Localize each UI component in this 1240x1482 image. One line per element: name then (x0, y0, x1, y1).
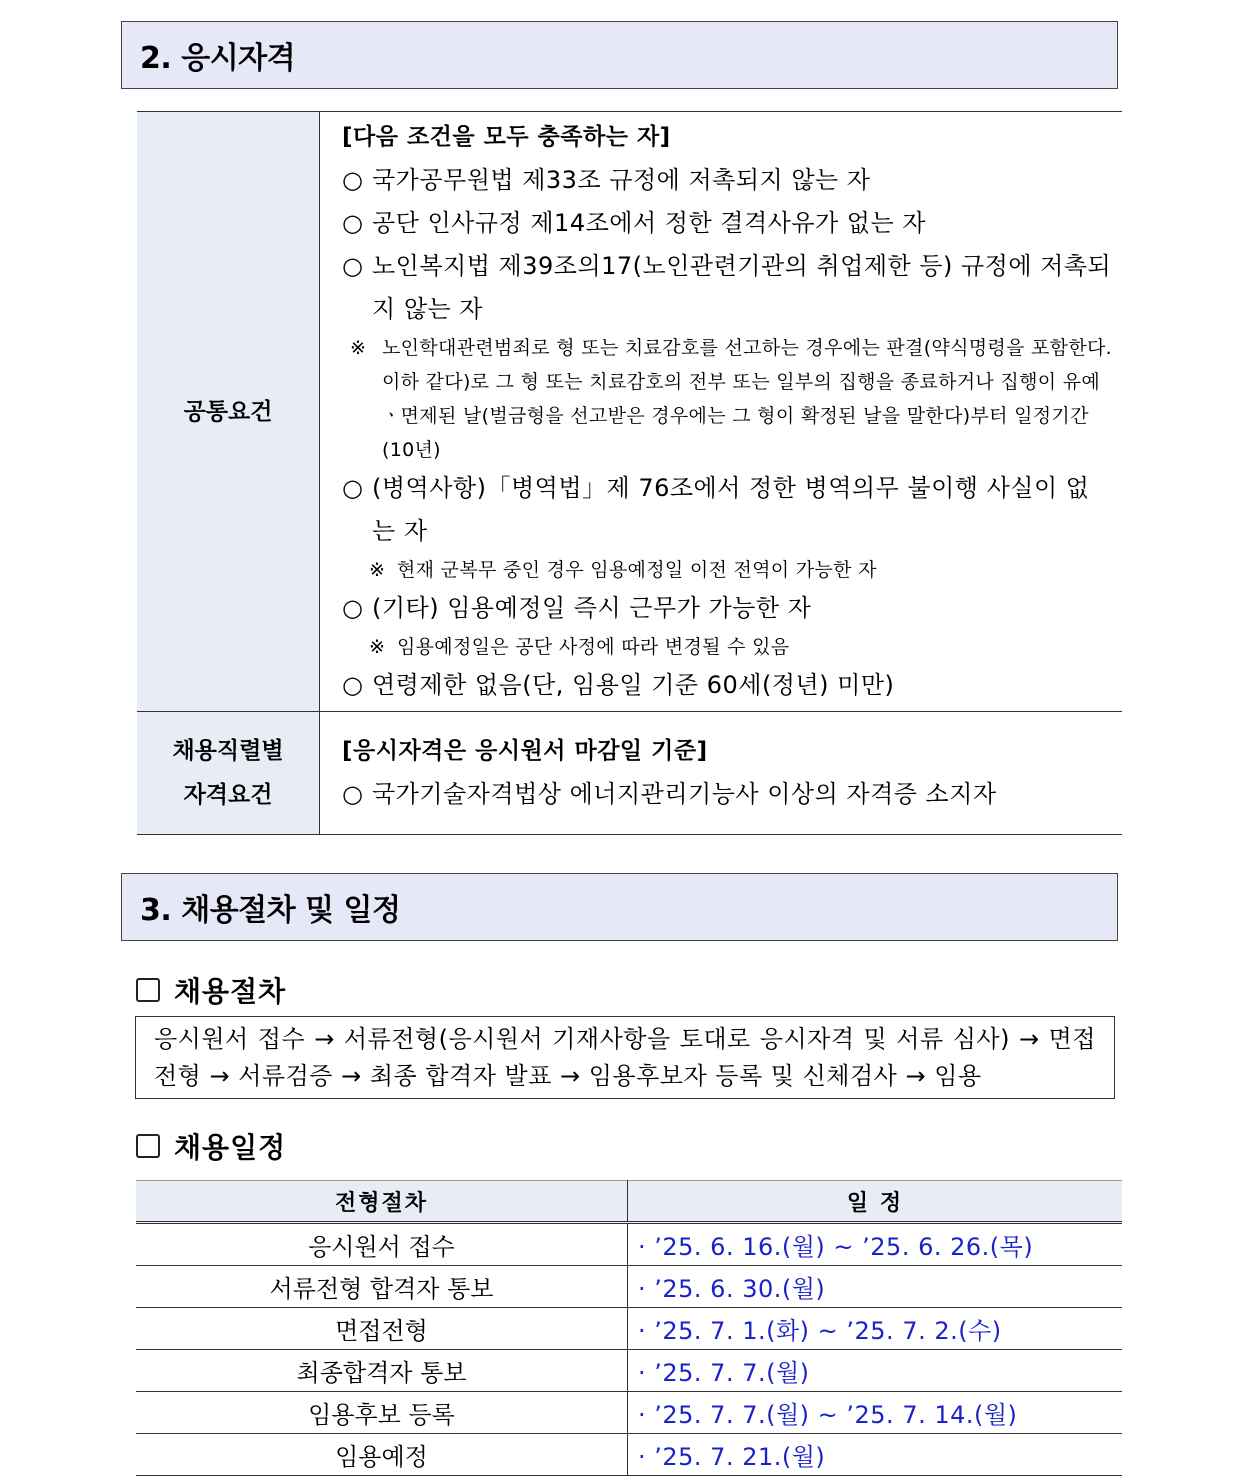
other-condition: ○ (기타) 임용예정일 즉시 근무가 가능한 자 (342, 587, 1112, 630)
condition-item: ○ 국가공무원법 제33조 규정에 저촉되지 않는 자 (342, 159, 1112, 202)
circle-bullet-icon: ○ (342, 594, 364, 622)
circle-bullet-icon: ○ (342, 166, 364, 194)
reference-mark-icon: ※ (369, 636, 386, 658)
table-row: 면접전형 · ’25. 7. 1.(화) ~ ’25. 7. 2.(수) (136, 1308, 1122, 1350)
square-box-icon (136, 978, 160, 1002)
square-box-icon (136, 1134, 160, 1158)
procedure-box: 응시원서 접수 → 서류전형(응시원서 기재사항을 토대로 응시자격 및 서류 심사) → 면접전형 → 서류검증 → 최종 합격자 발표 → 임용후보자 등록 및 신체검사 → 임용 (135, 1016, 1115, 1099)
condition-item: ○ 공단 인사규정 제14조에서 정한 결격사유가 없는 자 (342, 202, 1112, 245)
circle-bullet-icon: ○ (342, 209, 364, 237)
qualification-table (137, 111, 1122, 835)
section-2-title: 2. 응시자격 (140, 41, 296, 76)
column-header-step: 전형절차 (136, 1181, 628, 1223)
common-requirements-content (320, 112, 1123, 712)
job-condition-item: ○ 국가기술자격법상 에너지관리기능사 이상의 자격증 소지자 (342, 773, 1112, 816)
table-row: 임용후보 등록 · ’25. 7. 7.(월) ~ ’25. 7. 14.(월) (136, 1392, 1122, 1434)
common-conditions-title: [다음 조건을 모두 충족하는 자] (342, 124, 671, 150)
table-row: 응시원서 접수 · ’25. 6. 16.(월) ~ ’25. 6. 26.(목) (136, 1223, 1122, 1266)
table-row: 임용예정 · ’25. 7. 21.(월) (136, 1434, 1122, 1476)
circle-bullet-icon: ○ (342, 474, 364, 502)
schedule-header-row (136, 1181, 1122, 1223)
job-requirements-content (320, 712, 1123, 835)
section-3-title: 3. 채용절차 및 일정 (140, 893, 401, 928)
circle-bullet-icon: ○ (342, 671, 364, 699)
schedule-heading: 채용일정 (136, 1126, 286, 1166)
military-note: ※ 현재 군복무 중인 경우 임용예정일 이전 전역이 가능한 자 (342, 553, 1112, 587)
job-requirements-label: 채용직렬별 자격요건 (137, 712, 320, 835)
reference-mark-icon: ※ (369, 559, 386, 581)
table-row: 서류전형 합격자 통보 · ’25. 6. 30.(월) (136, 1266, 1122, 1308)
job-conditions-title: [응시자격은 응시원서 마감일 기준] (342, 738, 708, 764)
other-note: ※ 임용예정일은 공단 사정에 따라 변경될 수 있음 (342, 630, 1112, 664)
military-condition: ○ (병역사항)「병역법」제 76조에서 정한 병역의무 불이행 사실이 없는 자 (342, 467, 1112, 553)
common-requirements-row (137, 112, 1122, 712)
schedule-table (136, 1180, 1122, 1476)
circle-bullet-icon: ○ (342, 780, 364, 808)
job-requirements-row (137, 712, 1122, 835)
procedure-heading: 채용절차 (136, 970, 286, 1010)
reference-mark-icon: ※ (350, 337, 367, 359)
common-requirements-label: 공통요건 (137, 112, 320, 712)
age-condition: ○ 연령제한 없음(단, 임용일 기준 60세(정년) 미만) (342, 664, 1112, 707)
table-row: 최종합격자 통보 · ’25. 7. 7.(월) (136, 1350, 1122, 1392)
circle-bullet-icon: ○ (342, 252, 364, 280)
condition-item: ○ 노인복지법 제39조의17(노인관련기관의 취업제한 등) 규정에 저촉되지 않는 자 (342, 245, 1112, 331)
column-header-date: 일 정 (628, 1181, 1123, 1223)
condition-note: ※ 노인학대관련범죄로 형 또는 치료감호를 선고하는 경우에는 판결(약식명령을 포함한다. 이하 같다)로 그 형 또는 치료감호의 전부 또는 일부의 집행을 종료하거나 집행이 유예ㆍ면제된 날(벌금형을 선고받은 경우에는 그 형이 확정된 날을 말한다)부터 일정기간(10년) (342, 331, 1112, 467)
section-3-header (121, 873, 1118, 941)
section-2-header (121, 21, 1118, 89)
